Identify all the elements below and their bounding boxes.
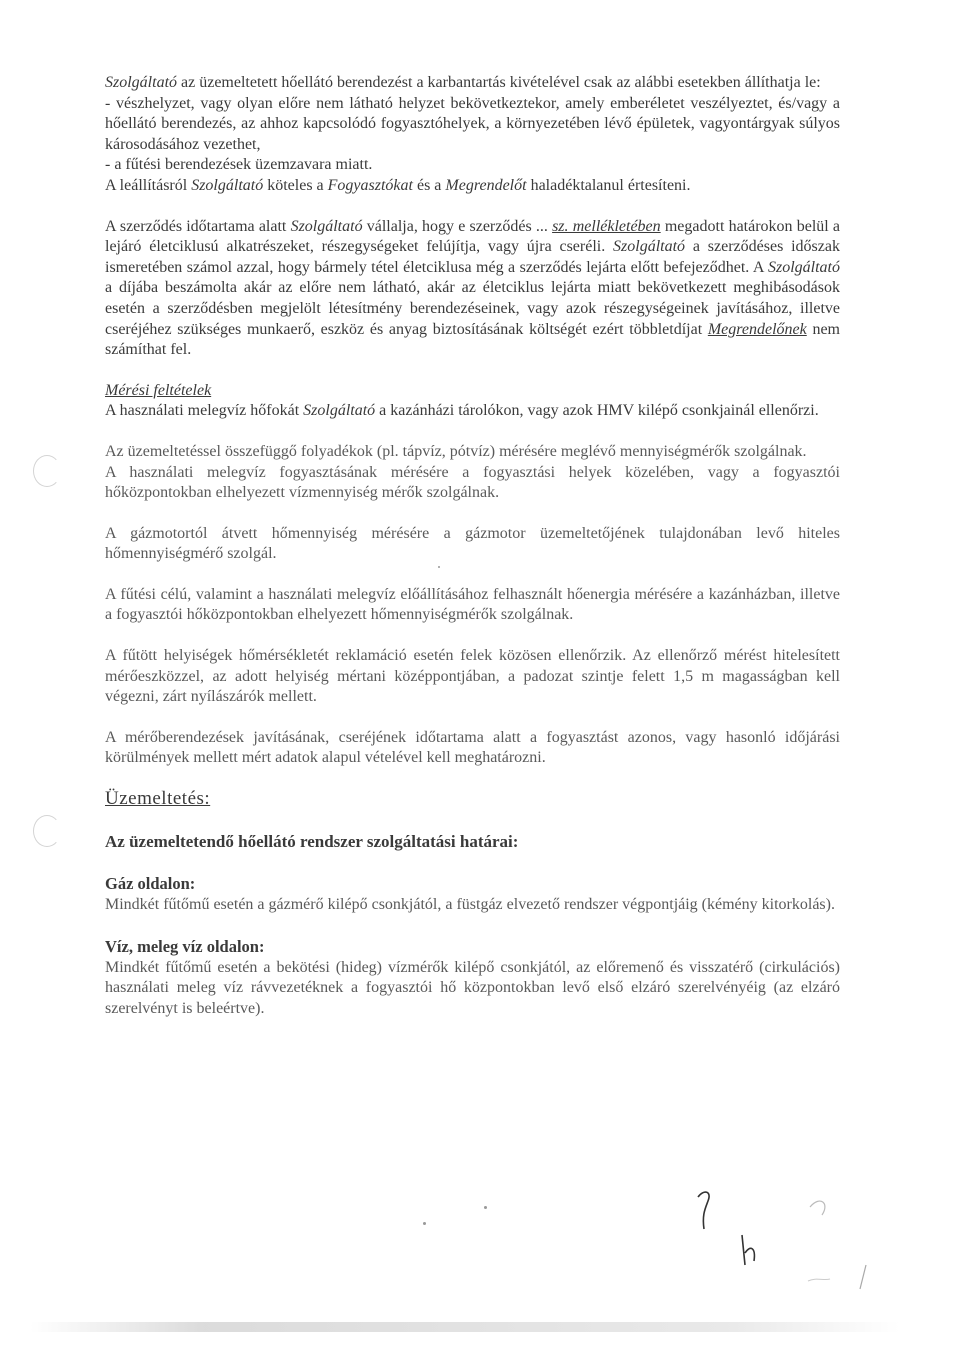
punch-hole-bottom [33,815,61,847]
heading-operation: Üzemeltetés: [105,788,211,810]
paragraph-hmv-consumption: A használati melegvíz fogyasztásának mérésére a fogyasztási helyek közelében, vagy a fogyasztói hőközpontokban elhelyezett vízmennyiség mérők szolgálnak. [105,463,840,502]
speck [438,566,440,568]
heading-service-boundaries: Az üzemeltetendő hőellátó rendszer szolgáltatási határai: [105,832,519,852]
paragraph-fluids: Az üzemeltetéssel összefüggő folyadékok (pl. tápvíz, pótvíz) mérésére meglévő mennyiségmérők szolgálnak. [105,442,807,460]
paragraph-gas-engine: A gázmotortól átvett hőmennyiség mérésére a gázmotor üzemeltetőjének tulajdonában levő hiteles hőmennyiségmérő szolgál. [105,524,840,563]
paragraph-heat-energy: A fűtési célú, valamint a használati melegvíz előállításához felhasznált hőenergia mérésére a kazánházban, illetve a fogyasztói hőközpontokban elhelyezett hőmennyiségmérők szolgálnak. [105,585,840,624]
paragraph-hmv-temperature: A használati melegvíz hőfokát Szolgáltató a kazánházi tárolókon, vagy azok HMV kilépő csonkjainál ellenőrzi. [105,402,819,420]
handwritten-initials [690,1185,890,1295]
paragraph-gas-side: Mindkét fűtőmű esetén a gázmérő kilépő csonkjától, a füstgáz elvezető rendszer végpontjáig (kémény kitorkolás). [105,896,835,914]
paragraph-water-side: Mindkét fűtőmű esetén a bekötési (hideg) vízmérők kilépő csonkjától, az előremenő és visszatérő (cirkulációs) használati meleg víz rávvezetéknek a fogyasztói hő központokban levő első elzáró szerelvényéig (az elzáró szerelvényt is beleértve). [105,958,840,1017]
scan-edge-shadow [30,1322,900,1332]
heading-gas-side: Gáz oldalon: [105,874,196,894]
document-body [105,73,840,1019]
section-title-measurement: Mérési feltételek [105,381,212,399]
paragraph-emergency: - vészhelyzet, vagy olyan előre nem látható helyzet bekövetkeztekor, amely emberéletet veszélyeztet, és/vagy a hőellátó berendezés, az ahhoz kapcsolódó fogyasztóhelyek, a környezetében lévő épületek, vagyontárgyak súlyos károsodásához vezethet, [105,94,840,153]
paragraph-notification: A leállításról Szolgáltató köteles a Fogyasztókat és a Megrendelőt haladéktalanul értesíteni. [105,176,691,194]
paragraph-meter-repair: A mérőberendezések javításának, cseréjének időtartama alatt a fogyasztást azonos, vagy hasonló időjárási körülmények mellett mért adatok alapul vételével kell meghatározni. [105,728,840,767]
speck [423,1222,426,1225]
paragraph-room-temperature: A fűtött helyiségek hőmérsékletét reklamáció esetén felek közösen ellenőrzik. Az ellenőrző mérést hitelesített mérőeszközzel, az adott helyiség mértani középpontjában, a padozat szintje felett 1,5 m magasságban kell végezni, zárt nyílászárók mellett. [105,647,840,706]
paragraph-lifecycle: A szerződés időtartama alatt Szolgáltató vállalja, hogy e szerződés ... sz. mellékletében megadott határokon belül a lejáró életciklusú alkatrészeket, részegységeket felújítja, vagy újra cseréli. Szolgáltató a szerződéses időszak ismeretében számol azzal, hogy bármely tétel életciklusa még a szerződés lejárta előtt befejeződhet. A Szolgáltató a díjába beszámolta akár az előre nem látható, akár az életciklus lejárta miatt bekövetkezett meghibásodások esetén a szerződésben megjelölt létesítmény berendezéseinek, vagy azok részegységeinek javításához, illetve cseréjéhez szükséges munkaerő, eszköz és anyag biztosításának költségét ezért többletdíjat Megrendelőnek nem számíthat fel. [105,217,841,359]
speck [484,1206,487,1209]
paragraph-malfunction: - a fűtési berendezések üzemzavara miatt. [105,156,373,174]
punch-hole-top [33,455,61,487]
heading-water-side: Víz, meleg víz oldalon: [105,936,265,956]
term-szolgaltato: Szolgáltató [105,74,178,91]
paragraph-shutdown-intro: Szolgáltató az üzemeltetett hőellátó berendezést a karbantartás kivételével csak az alábbi esetekben állíthatja le: [105,74,821,91]
